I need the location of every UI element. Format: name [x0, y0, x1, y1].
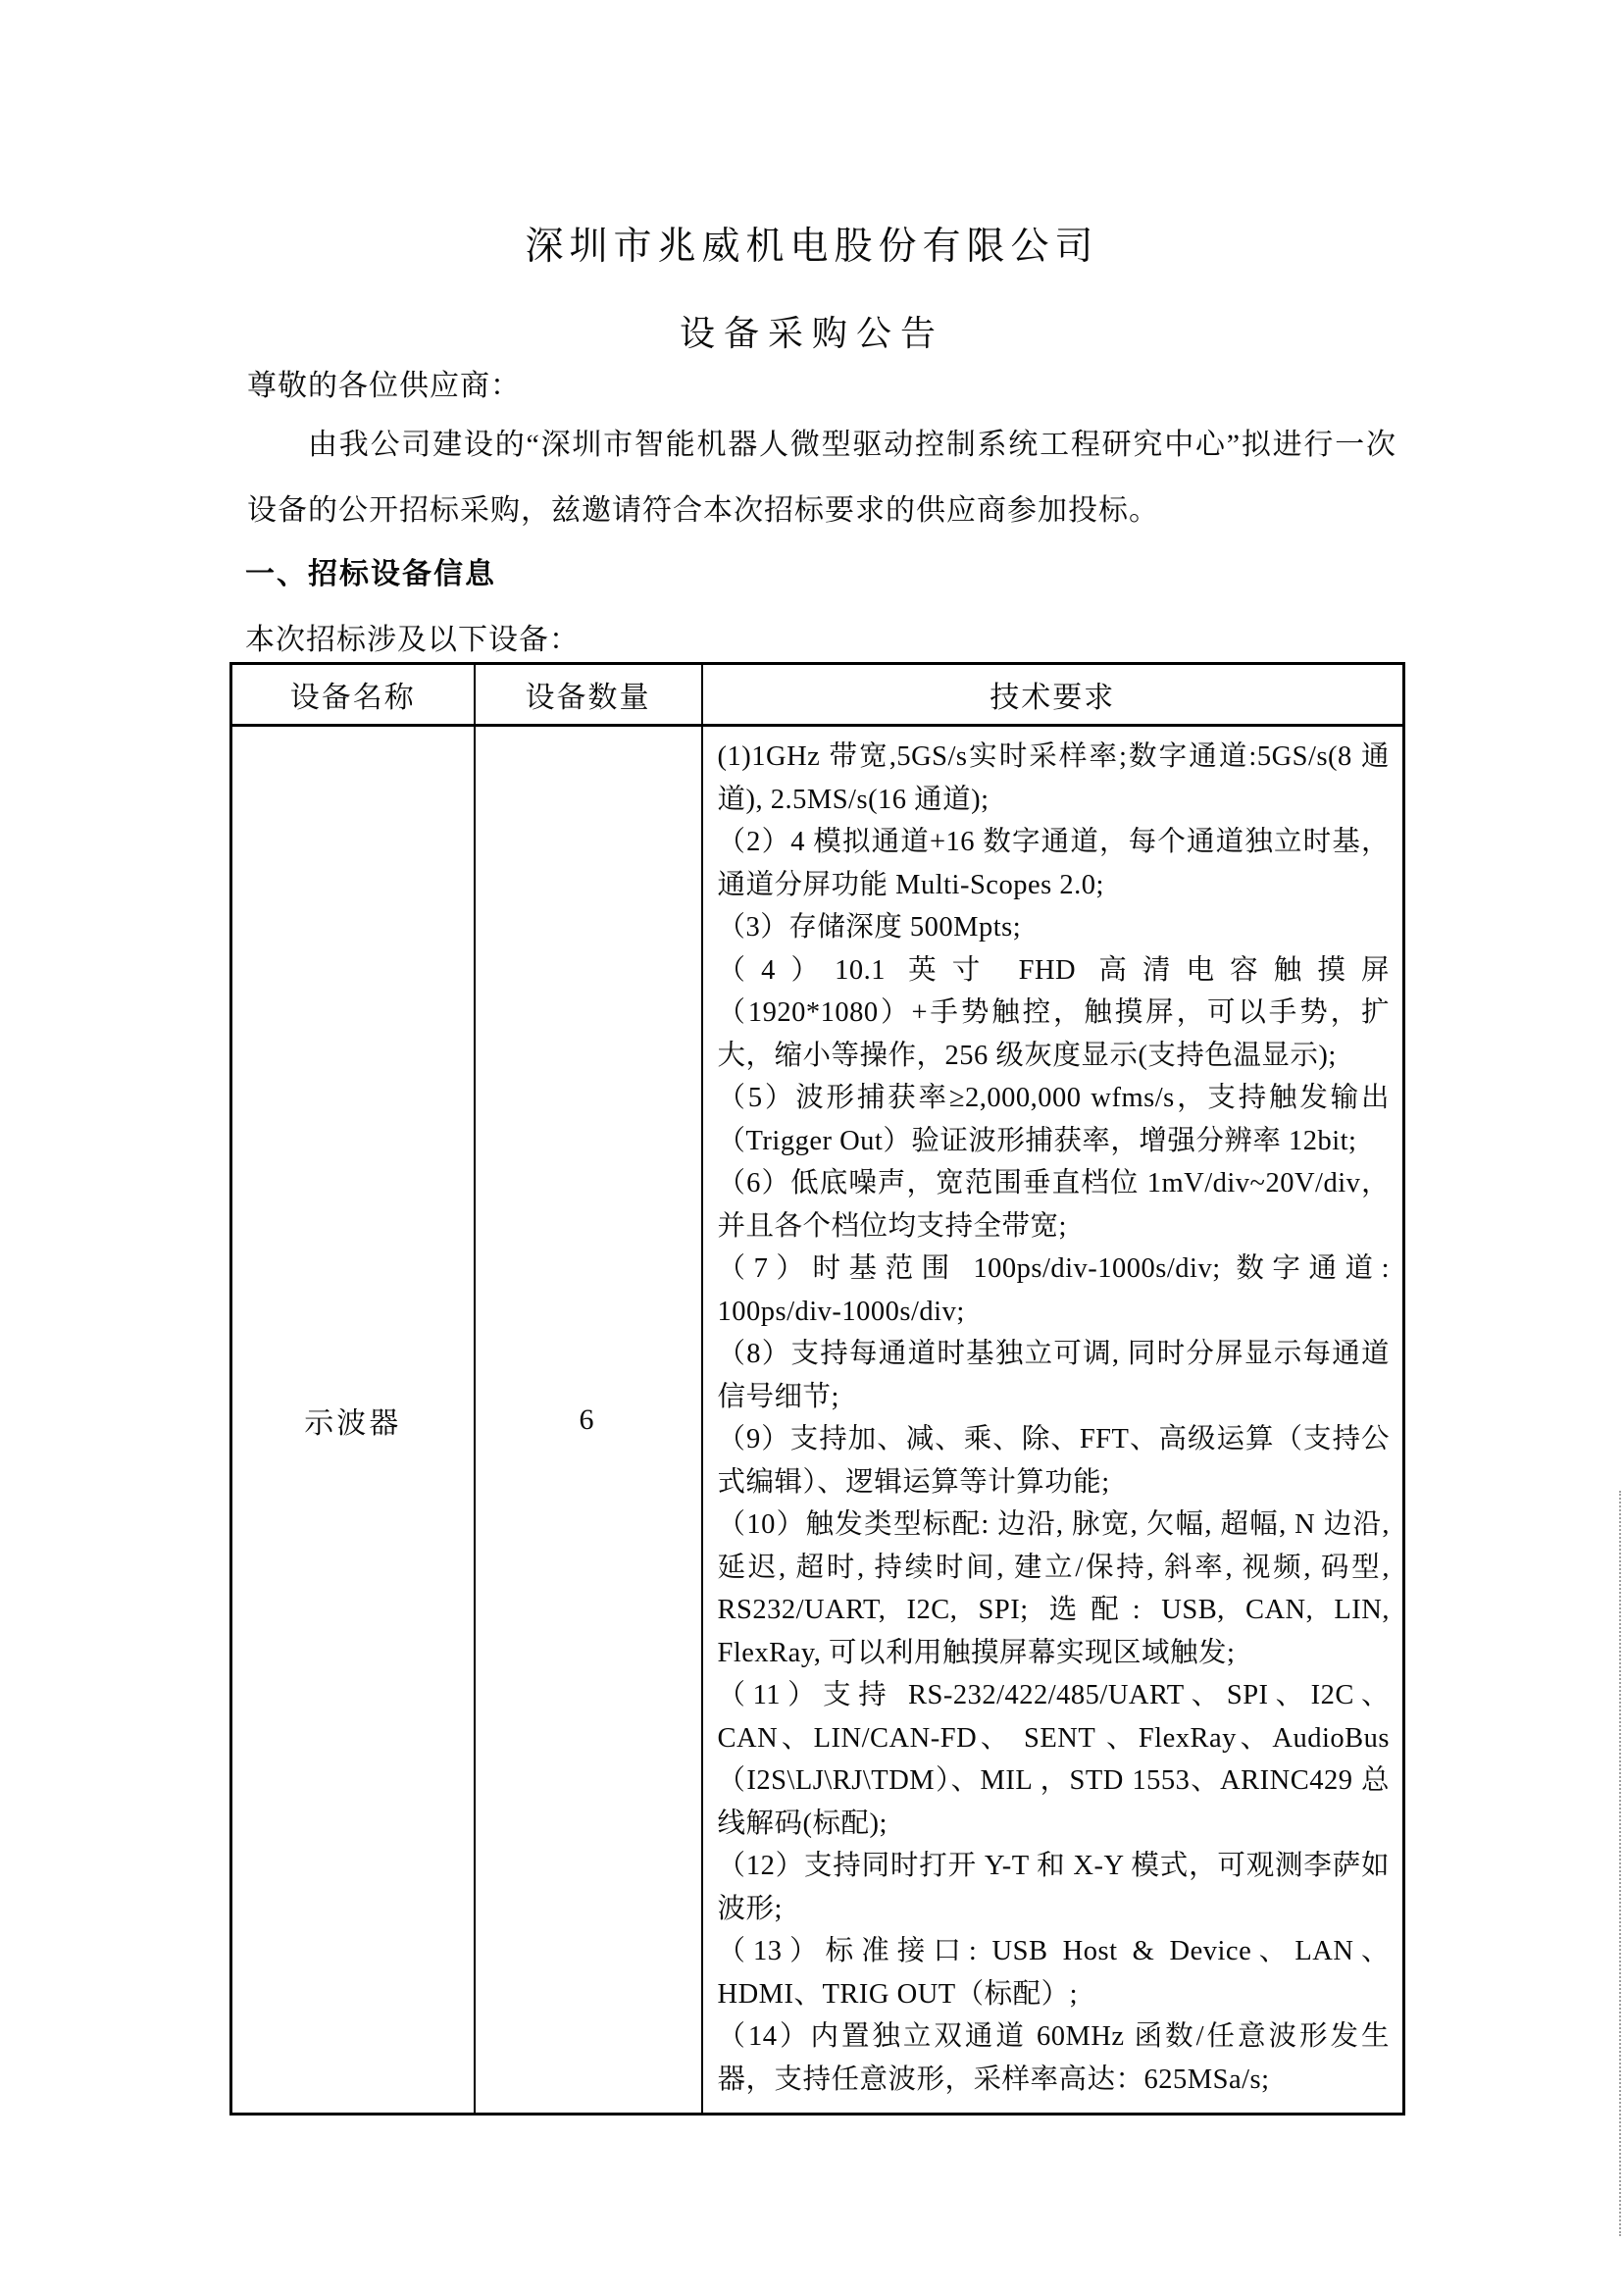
technical-requirements-cell	[702, 726, 1404, 2115]
right-edge-scan-artifact	[1619, 1491, 1621, 2236]
requirement-item: （6）低底噪声，宽范围垂直档位 1mV/div~20V/div，并且各个档位均支持全带宽;	[717, 1168, 1390, 1242]
requirement-item: （5）波形捕获率≥2,000,000 wfms/s，支持触发输出（Trigger Out）验证波形捕获率，增强分辨率 12bit;	[717, 1083, 1390, 1156]
equipment-table-header	[231, 664, 1404, 726]
requirement-item: (1)1GHz 带宽,5GS/s实时采样率;数字通道:5GS/s(8 通道), 2.5MS/s(16 通道);	[717, 741, 1390, 815]
supplier-greeting: 尊敬的各位供应商：	[247, 370, 521, 402]
requirement-item: （4）10.1 英寸 FHD 高清电容触摸屏（1920*1080）+手势触控，触摸屏，可以手势，扩大，缩小等操作，256 级灰度显示(支持色温显示);	[717, 954, 1390, 1071]
column-header-device-name: 设备名称	[231, 664, 475, 726]
requirement-item: （7）时基范围 100ps/div-1000s/div; 数字通道: 100ps/div-1000s/div;	[717, 1253, 1390, 1327]
device-name-cell: 示波器	[231, 726, 475, 2115]
requirement-item: （13）标准接口: USB Host & Device、LAN、HDMI、TRIG OUT（标配）;	[717, 1936, 1390, 2010]
requirement-item: （14）内置独立双通道 60MHz 函数/任意波形发生器，支持任意波形，采样率高达：625MSa/s;	[717, 2021, 1390, 2095]
requirement-item: （3）存储深度 500Mpts;	[717, 912, 1022, 943]
notice-title: 设备采购公告	[679, 314, 944, 353]
requirement-item: （2）4 模拟通道+16 数字通道，每个通道独立时基，通道分屏功能 Multi-Scopes 2.0;	[717, 827, 1390, 900]
company-title: 深圳市兆威机电股份有限公司	[525, 226, 1099, 268]
requirement-item: （11）支持 RS-232/422/485/UART、SPI、I2C、CAN、LIN/CAN-FD、 SENT 、FlexRay、AudioBus（I2S\LJ\RJ\TDM）、MIL ，STD 1553、ARINC429 总线解码(标配);	[717, 1680, 1391, 1839]
requirement-item: （9）支持加、减、乘、除、FFT、高级运算（支持公式编辑）、逻辑运算等计算功能;	[717, 1424, 1390, 1498]
section-heading-bid-equipment-info: 一、招标设备信息	[245, 558, 496, 590]
table-lead-text: 本次招标涉及以下设备：	[245, 624, 580, 656]
intro-paragraph: 由我公司建设的“深圳市智能机器人微型驱动控制系统工程研究中心”拟进行一次设备的公开招标采购，兹邀请符合本次招标要求的供应商参加投标。	[247, 429, 1396, 527]
requirement-item: （8）支持每通道时基独立可调, 同时分屏显示每通道信号细节;	[717, 1339, 1390, 1412]
table-header-row	[231, 664, 1404, 726]
table-row	[231, 726, 1404, 2115]
device-quantity-cell: 6	[475, 726, 702, 2115]
requirement-item: （10）触发类型标配: 边沿, 脉宽, 欠幅, 超幅, N 边沿, 延迟, 超时, 持续时间, 建立/保持, 斜率, 视频, 码型, RS232/UART, I2C, SPI; 选配: USB, CAN, LIN, FlexRay, 可以利用触摸屏幕实现区域触发;	[717, 1509, 1390, 1668]
requirement-item: （12）支持同时打开 Y-T 和 X-Y 模式，可观测李萨如波形;	[717, 1851, 1390, 1924]
column-header-technical-requirements: 技术要求	[702, 664, 1404, 726]
equipment-table	[229, 662, 1405, 2116]
column-header-device-quantity: 设备数量	[475, 664, 702, 726]
